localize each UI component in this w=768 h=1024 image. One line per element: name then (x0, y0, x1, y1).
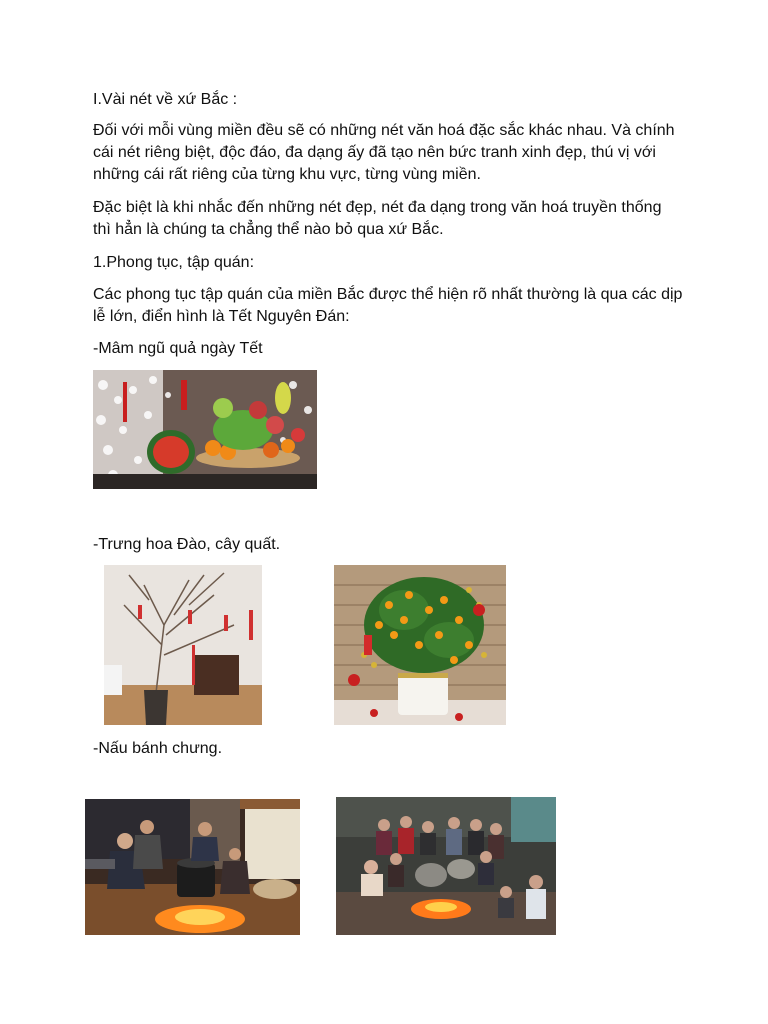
cooking-banh-chung-photo-1 (85, 799, 300, 935)
peach-blossom-photo (104, 565, 262, 725)
paragraph-2: Đặc biệt là khi nhắc đến những nét đẹp, nét đa dạng trong văn hoá truyền thống thì hẳn là chúng ta chẳng thể nào bỏ qua xứ Bắc. (93, 199, 662, 238)
fruit-tray-photo (93, 370, 317, 489)
paragraph-1: Đối với mỗi vùng miền đều sẽ có những nét văn hoá đặc sắc khác nhau. Và chính cái nét riêng biệt, độc đáo, đa dạng ấy đã tạo nên bức tranh xinh đẹp, thú vị với những cái rất riêng của từng khu vực, từng vùng miền. (93, 122, 675, 183)
cooking-banh-chung-photo-2 (336, 797, 556, 935)
heading: I.Vài nét về xứ Bắc : (93, 91, 238, 108)
item-fruit-tray-label: -Mâm ngũ quả ngày Tết (93, 340, 263, 357)
item-banh-chung-label: -Nấu bánh chưng. (93, 740, 223, 757)
section-title: 1.Phong tục, tập quán: (93, 254, 255, 271)
item-peach-kumquat-label: -Trưng hoa Đào, cây quất. (93, 536, 281, 553)
intro-paragraph: Các phong tục tập quán của miền Bắc được thể hiện rõ nhất thường là qua các dịp lễ lớn, điển hình là Tết Nguyên Đán: (93, 286, 683, 325)
kumquat-tree-photo (334, 565, 506, 725)
